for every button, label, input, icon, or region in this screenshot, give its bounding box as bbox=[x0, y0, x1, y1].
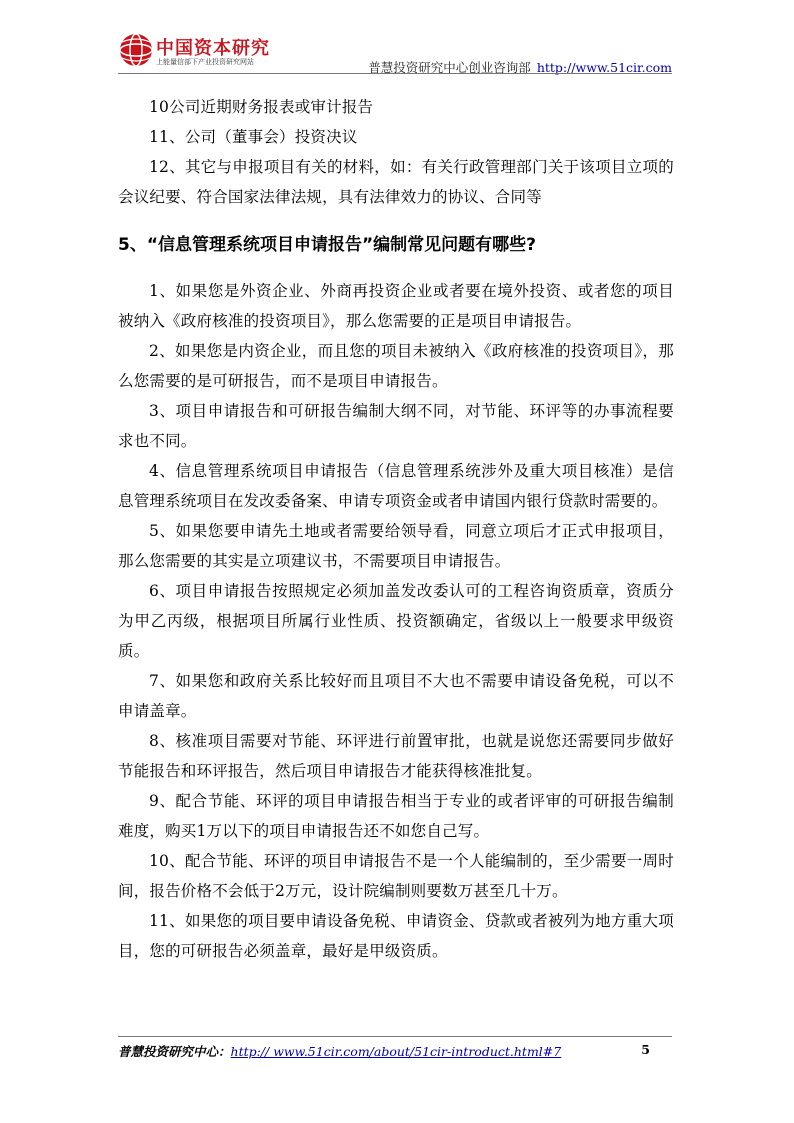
paragraph: 8、核准项目需要对节能、环评进行前置审批，也就是说您还需要同步做好节能报告和环评报告，然后项目申请报告才能获得核准批复。 bbox=[118, 732, 674, 780]
list-item: 12、其它与申报项目有关的材料，如：有关行政管理部门关于该项目立项的会议纪要、符合国家法律法规，具有法律效力的协议、合同等 bbox=[118, 158, 674, 206]
list-item: 10公司近期财务报表或审计报告 bbox=[149, 98, 374, 116]
paragraph: 4、信息管理系统项目申请报告（信息管理系统涉外及重大项目核准）是信息管理系统项目在发改委备案、申请专项资金或者申请国内银行贷款时需要的。 bbox=[118, 462, 674, 510]
header-url-link[interactable]: http://www.51cir.com bbox=[536, 60, 672, 75]
footer-info bbox=[118, 1042, 561, 1060]
list-item: 11、公司（董事会）投资决议 bbox=[149, 128, 358, 146]
paragraph: 7、如果您和政府关系比较好而且项目不大也不需要申请设备免税，可以不申请盖章。 bbox=[118, 672, 674, 720]
page-header bbox=[118, 30, 672, 76]
footer-divider bbox=[118, 1036, 672, 1037]
logo-subtitle: 上能量信部下产业投资研究网站 bbox=[156, 58, 254, 66]
paragraph: 3、项目申请报告和可研报告编制大纲不同，对节能、环评等的办事流程要求也不同。 bbox=[118, 402, 674, 450]
paragraph: 5、如果您要申请先土地或者需要给领导看，同意立项后才正式申报项目，那么您需要的其实是立项建议书，不需要项目申请报告。 bbox=[118, 522, 674, 570]
document-body bbox=[118, 92, 674, 966]
paragraph: 6、项目申请报告按照规定必须加盖发改委认可的工程咨询资质章，资质分为甲乙丙级，根据项目所属行业性质、投资额确定，省级以上一般要求甲级资质。 bbox=[118, 582, 674, 660]
logo-text: 中国资本研究 bbox=[156, 38, 270, 59]
paragraph: 1、如果您是外资企业、外商再投资企业或者要在境外投资、或者您的项目被纳入《政府核准的投资项目》，那么您需要的正是项目申请报告。 bbox=[118, 282, 674, 330]
logo-globe-icon bbox=[118, 32, 154, 68]
paragraph: 9、配合节能、环评的项目申请报告相当于专业的或者评审的可研报告编制难度，购买1万以下的项目申请报告还不如您自己写。 bbox=[118, 792, 674, 840]
paragraph: 2、如果您是内资企业，而且您的项目未被纳入《政府核准的投资项目》，那么您需要的是可研报告，而不是项目申请报告。 bbox=[118, 342, 674, 390]
header-org-name: 普慧投资研究中心创业咨询部 bbox=[368, 60, 531, 75]
header-divider bbox=[118, 73, 672, 74]
company-logo bbox=[118, 30, 288, 72]
paragraph: 11、如果您的项目要申请设备免税、申请资金、贷款或者被列为地方重大项目，您的可研报告必须盖章，最好是甲级资质。 bbox=[118, 912, 674, 960]
footer-url-link[interactable]: http:// www.51cir.com/about/51cir-introduct.html#7 bbox=[230, 1044, 562, 1059]
footer-label: 普慧投资研究中心： bbox=[118, 1044, 231, 1059]
paragraph: 10、配合节能、环评的项目申请报告不是一个人能编制的，至少需要一周时间，报告价格不会低于2万元，设计院编制则要数万甚至几十万。 bbox=[118, 852, 674, 900]
section-heading: 5、“信息管理系统项目申请报告”编制常见问题有哪些? bbox=[118, 235, 537, 255]
page-number: 5 bbox=[641, 1042, 650, 1057]
